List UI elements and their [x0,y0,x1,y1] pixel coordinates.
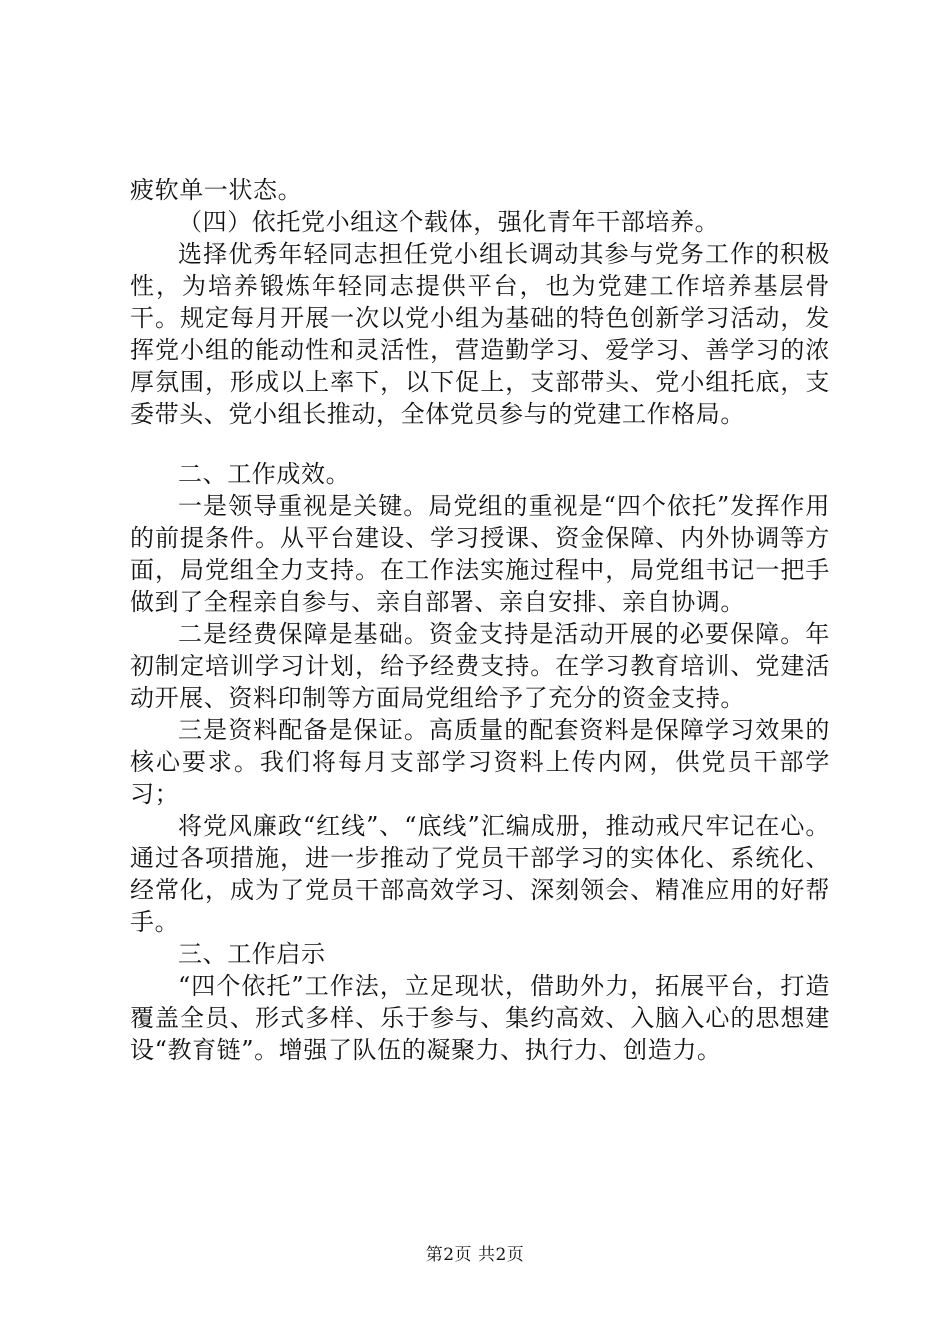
page-footer: 第2页 共2页 [425,1245,525,1265]
paragraph-youth-cadres: 选择优秀年轻同志担任党小组长调动其参与党务工作的积极性，为培养锻炼年轻同志提供平台，也为党建工作培养基层骨干。规定每月开展一次以党小组为基础的特色创新学习活动，发挥党小组的能动性和灵活性，营造勤学习、爱学习、善学习的浓厚氛围，形成以上率下，以下促上，支部带头、党小组托底，支委带头、党小组长推动，全体党员参与的党建工作格局。 [130,240,830,428]
paragraph-funding: 二是经费保障是基础。资金支持是活动开展的必要保障。年初制定培训学习计划，给予经费支持。在学习教育培训、党建活动开展、资料印制等方面局党组给予了充分的资金支持。 [130,620,830,712]
paragraph-continuation: 疲软单一状态。 [130,176,303,204]
paragraph-materials: 三是资料配备是保证。高质量的配套资料是保障学习效果的核心要求。我们将每月支部学习资料上传内网，供党员干部学习； [130,716,830,808]
document-body [130,174,830,1066]
section-heading-insights: 三、工作启示 [178,940,326,968]
section-heading-results: 二、工作成效。 [178,460,351,488]
paragraph-gap [130,430,830,458]
paragraph-conclusion: “四个依托”工作法，立足现状，借助外力，拓展平台，打造覆盖全员、形式多样、乐于参与、集约高效、入脑入心的思想建设“教育链”。增强了队伍的凝聚力、执行力、创造力。 [130,972,830,1064]
paragraph-integrity: 将党风廉政“红线”、“底线”汇编成册，推动戒尺牢记在心。通过各项措施，进一步推动了党员干部学习的实体化、系统化、经常化，成为了党员干部高效学习、深刻领会、精准应用的好帮手。 [130,812,830,936]
section-heading-four: （四）依托党小组这个载体，强化青年干部培养。 [178,208,720,236]
paragraph-leadership: 一是领导重视是关键。局党组的重视是“四个依托”发挥作用的前提条件。从平台建设、学习授课、资金保障、内外协调等方面，局党组全力支持。在工作法实施过程中，局党组书记一把手做到了全程亲自参与、亲自部署、亲自安排、亲自协调。 [130,492,830,616]
